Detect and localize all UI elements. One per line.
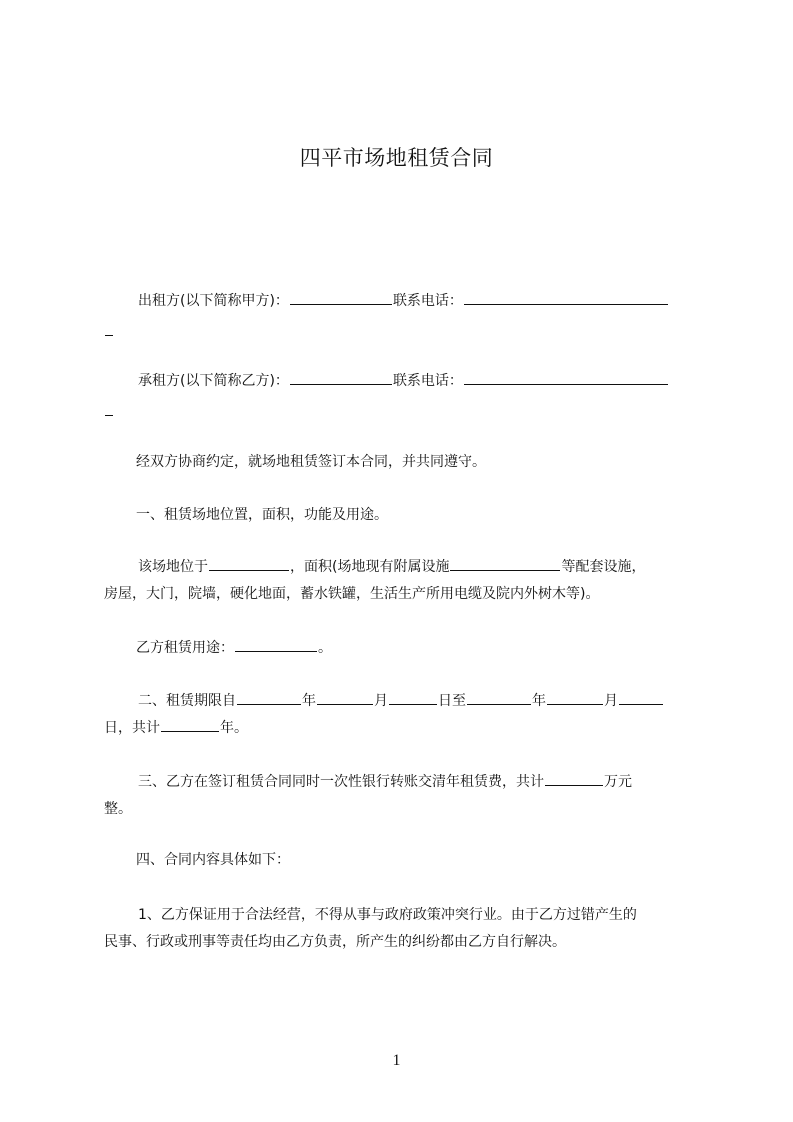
years-end: 年。 xyxy=(220,720,248,736)
location-text-2: ，面积(场地现有附属设施 xyxy=(290,559,450,575)
lessor-name-blank xyxy=(290,290,392,305)
total-label: 日，共计 xyxy=(104,720,160,736)
month-2: 月 xyxy=(604,693,618,709)
payment-amount-blank xyxy=(545,771,603,786)
start-month-blank xyxy=(317,690,373,705)
total-years-blank xyxy=(161,717,219,732)
lease-term-start: 二、租赁期限自 xyxy=(138,693,236,709)
usage-label: 乙方租赁用途： xyxy=(136,640,234,656)
lessor-line-continuation xyxy=(104,316,704,348)
usage-blank xyxy=(235,637,317,652)
usage-line xyxy=(136,632,736,664)
start-day-blank xyxy=(389,690,437,705)
year-1: 年 xyxy=(302,693,316,709)
location-text-3: 等配套设施， xyxy=(561,559,646,575)
lessor-phone-blank-cont xyxy=(105,321,113,336)
section1-heading: 一、租赁场地位置，面积，功能及用途。 xyxy=(136,507,388,523)
lessee-phone-blank xyxy=(464,370,668,385)
month-1: 月 xyxy=(374,693,388,709)
end-day-blank xyxy=(619,690,663,705)
section1-location-line2: 房屋，大门，院墙，硬化地面，蓄水铁罐，生活生产所用电缆及院内外树木等)。 xyxy=(104,586,600,602)
section4-heading: 四、合同内容具体如下： xyxy=(136,852,290,868)
document-title: 四平市场地租赁合同 xyxy=(299,146,494,170)
section2-line2 xyxy=(104,712,704,744)
lessor-line xyxy=(138,285,708,317)
lessee-line xyxy=(138,365,708,397)
location-text-1: 该场地位于 xyxy=(138,559,208,575)
lessee-label: 承租方(以下简称乙方)： xyxy=(138,373,289,389)
lessor-phone-blank xyxy=(464,290,668,305)
day-to: 日至 xyxy=(438,693,466,709)
lessee-name-blank xyxy=(290,370,392,385)
end-year-blank xyxy=(467,690,531,705)
section4-item1-line2: 民事、行政或刑事等责任均由乙方负责，所产生的纠纷都由乙方自行解决。 xyxy=(104,934,566,950)
payment-unit: 万元 xyxy=(604,774,632,790)
start-year-blank xyxy=(237,690,301,705)
section3-line2: 整。 xyxy=(104,801,132,817)
section4-item1-line1: 1、乙方保证用于合法经营，不得从事与政府政策冲突行业。由于乙方过错产生的 xyxy=(138,907,637,923)
intro-paragraph: 经双方协商约定，就场地租赁签订本合同，并共同遵守。 xyxy=(136,454,486,470)
end-month-blank xyxy=(547,690,603,705)
usage-end: 。 xyxy=(318,640,332,656)
lessee-phone-label: 联系电话： xyxy=(392,373,463,389)
lessor-label: 出租方(以下简称甲方)： xyxy=(138,293,289,309)
payment-text: 三、乙方在签订租赁合同同时一次性银行转账交清年租赁费，共计 xyxy=(138,774,544,790)
lessor-phone-label: 联系电话： xyxy=(392,293,463,309)
page-number: 1 xyxy=(392,1052,401,1069)
location-blank xyxy=(209,556,289,571)
facilities-blank xyxy=(450,556,560,571)
lessee-line-continuation xyxy=(104,396,704,428)
year-2: 年 xyxy=(532,693,546,709)
lessee-phone-blank-cont xyxy=(105,401,113,416)
